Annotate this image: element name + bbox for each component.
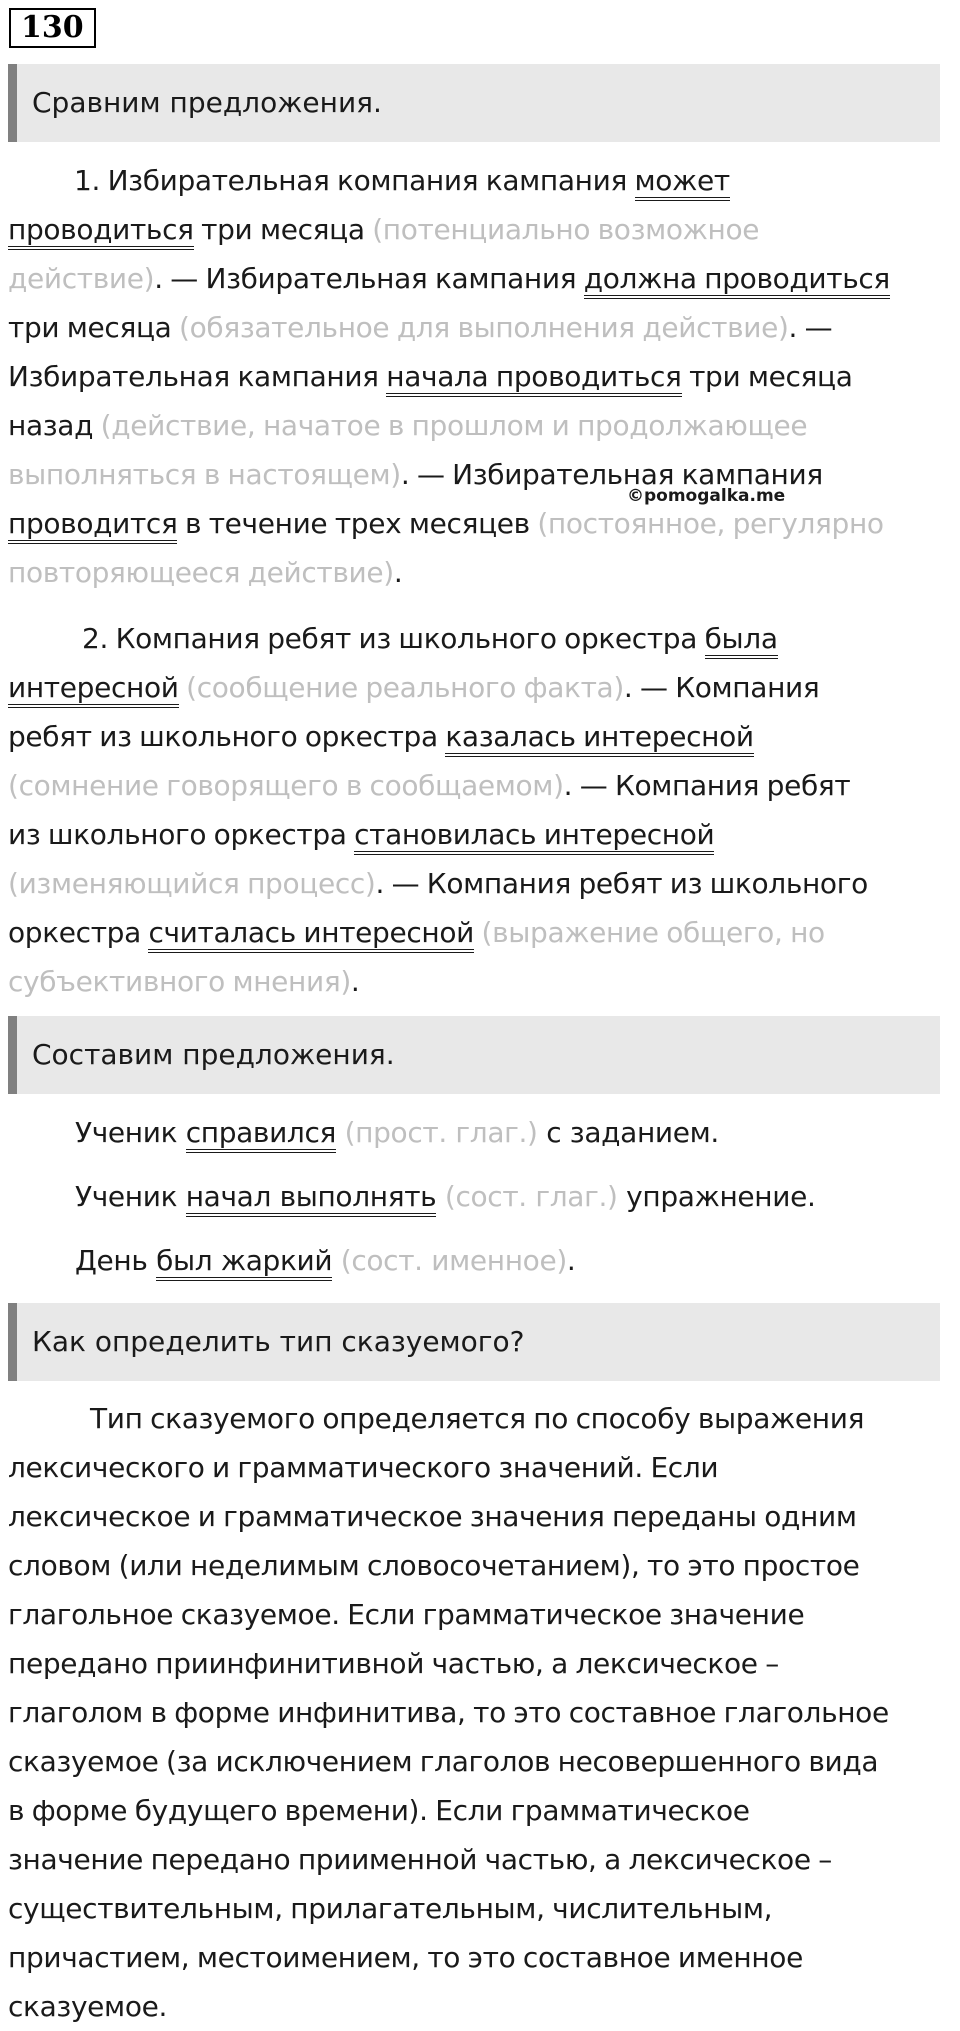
predicate-explanation: (обязательное для выполнения действие)	[179, 311, 789, 344]
predicate: должна проводиться	[584, 262, 890, 299]
predicate: проводится	[8, 507, 177, 544]
predicate: интересной	[8, 671, 179, 708]
text-line	[8, 156, 952, 205]
predicate-explanation: выполняться в настоящем)	[8, 458, 401, 491]
predicate: может	[635, 164, 730, 201]
text-line: лексическое и грамматическое значения переданы одним	[8, 1500, 857, 1533]
predicate-explanation: действие)	[8, 262, 155, 295]
paragraph-predicate-types	[8, 1394, 952, 2031]
paragraph-orchestra	[8, 614, 952, 1006]
predicate-explanation: повторяющееся действие)	[8, 556, 394, 589]
text-span: из школьного оркестра	[8, 818, 355, 851]
text-span: Избирательная кампания	[8, 360, 387, 393]
text-span: 2. Компания ребят из школьного оркестра	[82, 622, 705, 655]
text-line: в форме будущего времени). Если грамматическое	[8, 1794, 750, 1827]
text-span	[436, 1180, 445, 1213]
predicate: считалась интересной	[148, 916, 474, 953]
predicate-explanation: (изменяющийся процесс)	[8, 867, 376, 900]
text-line: словом (или неделимым словосочетанием), то это простое	[8, 1549, 860, 1582]
text-span	[474, 916, 482, 949]
predicate: начал выполнять	[186, 1180, 437, 1217]
section-heading-how-to: Как определить тип сказуемого?	[8, 1303, 940, 1381]
predicate-explanation: (потенциально возможное	[372, 213, 760, 246]
text-span: . —	[788, 311, 833, 344]
text-line	[8, 761, 952, 810]
predicate-explanation: субъективного мнения)	[8, 965, 351, 998]
text-line	[8, 450, 952, 499]
text-line: глаголом в форме инфинитива, то это составное глагольное	[8, 1696, 889, 1729]
text-line	[8, 352, 952, 401]
task-number: 130	[9, 8, 96, 48]
text-line: глагольное сказуемое. Если грамматическое значение	[8, 1598, 805, 1631]
text-line	[8, 957, 952, 1006]
predicate: справился	[186, 1116, 336, 1153]
predicate: становилась интересной	[354, 818, 714, 855]
predicate-explanation: (постоянное, регулярно	[537, 507, 884, 540]
predicate: казалась интересной	[445, 720, 753, 757]
predicate-explanation: (сообщение реального факта)	[186, 671, 624, 704]
text-span: . — Избирательная кампания	[400, 458, 823, 491]
text-line	[8, 401, 952, 450]
text-span: оркестра	[8, 916, 149, 949]
text-span: упражнение.	[617, 1180, 816, 1213]
predicate-explanation: (сост. глаг.)	[444, 1180, 618, 1213]
text-line	[8, 254, 952, 303]
section-heading-compose: Составим предложения.	[8, 1016, 940, 1094]
text-line	[8, 908, 952, 957]
text-line: лексического и грамматического значений. Если	[8, 1451, 719, 1484]
predicate: проводиться	[8, 213, 194, 250]
text-span: Ученик	[75, 1180, 186, 1213]
text-span: в течение трех месяцев	[177, 507, 538, 540]
text-span: .	[566, 1244, 576, 1277]
text-line: передано приинфинитивной частью, а лексическое –	[8, 1647, 779, 1680]
text-line	[8, 712, 952, 761]
watermark: ©pomogalka.me	[627, 486, 786, 506]
text-span: .	[393, 556, 403, 589]
text-line: сказуемое (за исключением глаголов несовершенного вида	[8, 1745, 879, 1778]
text-line	[8, 614, 952, 663]
predicate-explanation: (прост. глаг.)	[344, 1116, 538, 1149]
text-line	[8, 205, 952, 254]
example-sentence	[75, 1172, 816, 1221]
example-sentence	[75, 1108, 719, 1157]
predicate-explanation: (сомнение говорящего в сообщаемом)	[8, 769, 564, 802]
text-line: значение передано приименной частью, а лексическое –	[8, 1843, 832, 1876]
text-line: причастием, местоимением, то это составное именное	[8, 1941, 803, 1974]
text-span: назад	[8, 409, 101, 442]
predicate: начала проводиться	[386, 360, 681, 397]
predicate: был жаркий	[156, 1244, 332, 1281]
text-line	[8, 663, 952, 712]
text-span: .	[350, 965, 360, 998]
text-line	[8, 859, 952, 908]
text-span: с заданием.	[537, 1116, 719, 1149]
paragraph-campaign	[8, 156, 952, 597]
text-span	[336, 1116, 345, 1149]
text-line: сказуемое.	[8, 1990, 168, 2023]
text-line	[8, 810, 952, 859]
text-span: . — Компания ребят	[563, 769, 851, 802]
text-span: Ученик	[75, 1116, 186, 1149]
text-span: . — Избирательная кампания	[154, 262, 584, 295]
text-span: . — Компания ребят из школьного	[375, 867, 868, 900]
predicate-explanation: (выражение общего, но	[481, 916, 825, 949]
predicate: была	[705, 622, 778, 659]
predicate-explanation: (действие, начатое в прошлом и продолжающее	[100, 409, 808, 442]
text-line: Тип сказуемого определяется по способу выражения	[90, 1402, 865, 1435]
text-span: День	[75, 1244, 157, 1277]
text-span	[332, 1244, 341, 1277]
text-span: три месяца	[681, 360, 853, 393]
text-span: ребят из школьного оркестра	[8, 720, 446, 753]
text-line	[8, 499, 952, 548]
text-line	[8, 548, 952, 597]
text-span: 1. Избирательная компания кампания	[74, 164, 635, 197]
example-sentence	[75, 1236, 575, 1285]
text-line: существительным, прилагательным, числительным,	[8, 1892, 773, 1925]
text-span: три месяца	[193, 213, 373, 246]
text-span: три месяца	[8, 311, 180, 344]
text-span: . — Компания	[623, 671, 820, 704]
text-line	[8, 303, 952, 352]
predicate-explanation: (сост. именное)	[340, 1244, 567, 1277]
section-heading-compare: Сравним предложения.	[8, 64, 940, 142]
text-span	[179, 671, 187, 704]
